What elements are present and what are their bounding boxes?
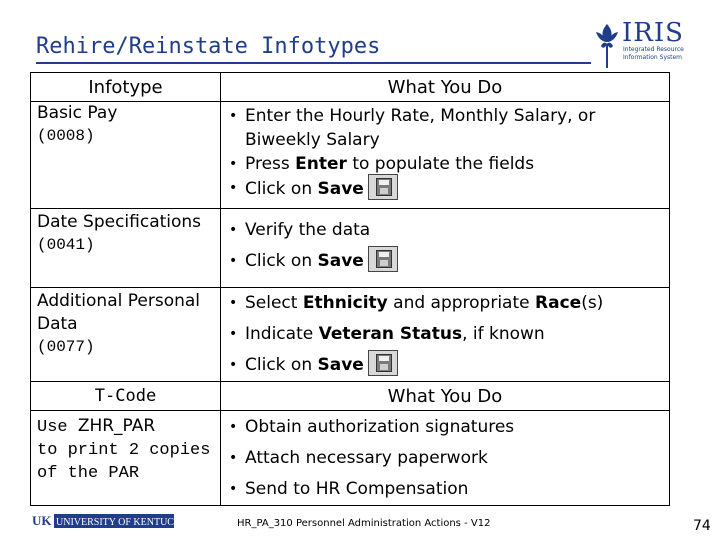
table-row <box>31 209 670 288</box>
uk-mark: UK <box>32 513 52 528</box>
infotype-name: Date Specifications <box>37 212 202 232</box>
save-icon <box>368 350 398 376</box>
step-item: • Enter the Hourly Rate, Monthly Salary, or Biweekly Salary <box>227 104 663 152</box>
infotype-cell <box>31 102 221 209</box>
table-row <box>31 411 670 506</box>
title-underline <box>36 62 591 64</box>
tcode-cell <box>31 411 221 506</box>
iris-logo <box>592 18 692 72</box>
table-header-row <box>31 73 670 102</box>
step-item: • Obtain authorization signatures <box>227 412 663 443</box>
logo-tagline-1: Integrated Resource <box>623 46 684 53</box>
footer-course-title: HR_PA_310 Personnel Administration Actions - V12 <box>237 518 491 529</box>
use-label: Use <box>37 418 78 437</box>
university-logo <box>30 513 189 528</box>
infotype-name: Basic Pay <box>37 103 118 123</box>
infotype-code: (0041) <box>37 236 95 254</box>
table-header-row <box>31 382 670 411</box>
save-icon <box>368 174 398 200</box>
step-item: • Attach necessary paperwork <box>227 443 663 474</box>
logo-tagline-2: Information System <box>623 54 683 61</box>
steps-cell <box>221 411 670 506</box>
step-item: • Select Ethnicity and appropriate Race(s) <box>227 288 663 319</box>
infotype-table <box>30 72 670 506</box>
step-item: • Verify the data <box>227 215 663 246</box>
university-name: UNIVERSITY OF KENTUCKY <box>56 517 189 528</box>
iris-flower-icon <box>592 20 622 70</box>
header-what-you-do: What You Do <box>221 73 670 102</box>
table-row <box>31 102 670 209</box>
infotype-code: (0008) <box>37 127 95 145</box>
steps-cell <box>221 209 670 288</box>
infotype-name: Additional Personal Data <box>37 291 201 334</box>
tcode-description: to print 2 copies of the PAR <box>37 441 211 483</box>
tcode-name: ZHR_PAR <box>77 416 156 436</box>
step-item: • Click on Save <box>227 350 663 381</box>
step-item: • Send to HR Compensation <box>227 474 663 505</box>
infotype-code: (0077) <box>37 338 95 356</box>
step-item: • Click on Save <box>227 176 663 202</box>
header-tcode: T-Code <box>31 382 221 411</box>
step-item: • Click on Save <box>227 246 663 277</box>
step-item: • Indicate Veteran Status, if known <box>227 319 663 350</box>
header-infotype: Infotype <box>31 73 221 102</box>
steps-cell <box>221 288 670 382</box>
step-item: • Press Enter to populate the fields <box>227 152 663 176</box>
page-number: 74 <box>693 518 711 534</box>
slide-title: Rehire/Reinstate Infotypes <box>36 34 381 59</box>
infotype-cell <box>31 288 221 382</box>
logo-name: IRIS <box>622 18 684 48</box>
header-what-you-do-2: What You Do <box>221 382 670 411</box>
save-icon <box>368 246 398 272</box>
infotype-cell <box>31 209 221 288</box>
steps-cell <box>221 102 670 209</box>
table-row <box>31 288 670 382</box>
